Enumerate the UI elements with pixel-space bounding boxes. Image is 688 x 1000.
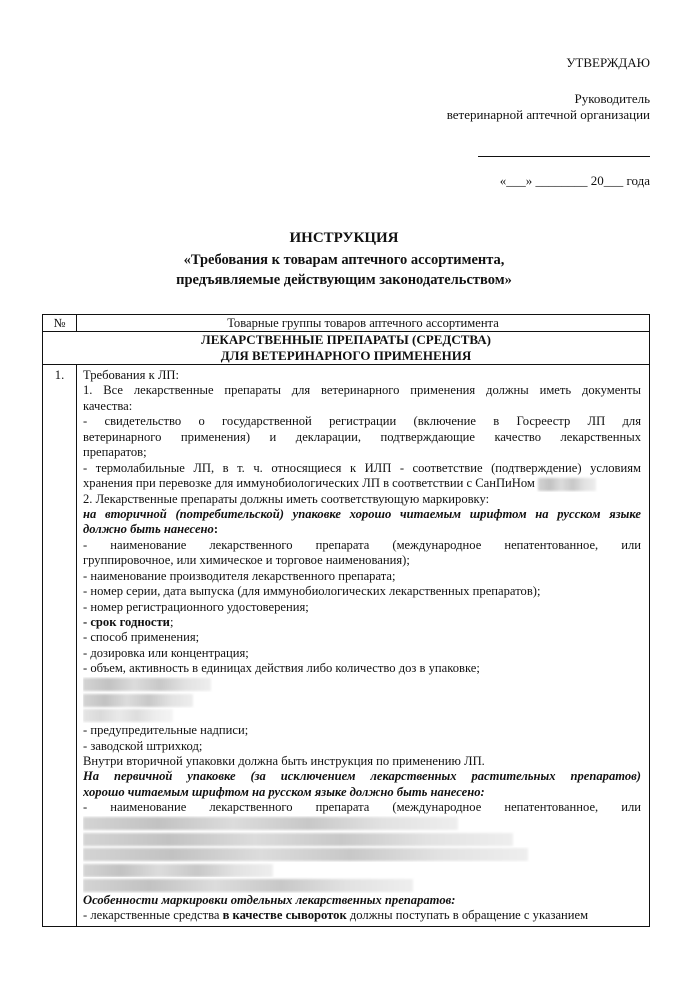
text-fragment: ; [169,615,174,629]
text-line: - номер регистрационного удостоверения; [83,599,309,614]
text-line [83,476,641,491]
text-fragment: должно быть нанесено [83,522,214,537]
text-line: качества: [83,398,133,413]
redacted-block [83,848,528,861]
text-line: - термолабильные ЛП, в т. ч. относящиеся к ИЛП - соответствие (подтверждение) условиям [83,460,641,475]
document-subtitle-2: предъявляемые действующим законодательством» [176,272,512,288]
group-header-line-2: ДЛЯ ВЕТЕРИНАРНОГО ПРИМЕНЕНИЯ [220,348,472,363]
redacted-block [83,817,458,830]
document-title: ИНСТРУКЦИЯ [289,230,399,246]
redacted-line [83,816,641,831]
redacted-block [83,678,211,691]
text-fragment: - лекарственные средства [83,908,223,923]
requirements-table [42,314,650,927]
text-line: Особенности маркировки отдельных лекарственных препаратов: [83,892,456,907]
redacted-block [83,864,273,877]
text-fragment: должны поступать в обращение с указанием [346,908,589,923]
redacted-block [83,694,193,707]
text-line [83,615,641,630]
table-header-row [43,315,650,332]
text-line: на вторичной (потребительской) упаковке хорошо читаемым шрифтом на русском языке [83,506,641,521]
text-fragment: в качестве сывороток [222,908,347,923]
text-line: ветеринарного применения) и декларации, подтверждающие качество лекарственных [83,429,641,444]
approver-org: ветеринарной аптечной организации [446,107,650,122]
text-line: На первичной упаковке (за исключением лекарственных растительных препаратов) [83,769,641,784]
text-line: препаратов; [83,445,147,460]
text-line: хорошо читаемым шрифтом на русском языке должно быть нанесено: [83,784,485,799]
text-line: 1. Все лекарственные препараты для ветеринарного применения должны иметь документы [83,383,641,398]
redacted-line [83,708,641,723]
redacted-line [83,862,641,877]
text-line: - предупредительные надписи; [83,723,249,738]
text-line: - наименование производителя лекарственного препарата; [83,568,396,583]
text-line: Требования к ЛП: [83,368,179,382]
row-content [77,365,650,927]
text-line: 2. Лекарственные препараты должны иметь соответствующую маркировку: [83,491,490,506]
text-line: - наименование лекарственного препарата (международное непатентованное, или [83,800,641,815]
group-header [43,332,650,365]
approval-stamp: УТВЕРЖДАЮ [566,55,650,70]
text-line: - свидетельство о государственной регистрации (включение в Госреестр ЛП для [83,414,641,429]
table-row [43,365,650,927]
col-num-header: № [43,315,77,332]
text-line [83,908,641,923]
text-line: - дозировка или концентрация; [83,645,249,660]
approver-role: Руководитель [574,91,650,106]
document-subtitle-1: «Требования к товарам аптечного ассортимента, [183,252,505,268]
redacted-line [83,847,641,862]
group-header-line-1: ЛЕКАРСТВЕННЫЕ ПРЕПАРАТЫ (СРЕДСТВА) [201,332,491,347]
text-line: - заводской штрихкод; [83,738,203,753]
text-line: группировочное, или химическое и торговое наименования); [83,553,410,568]
redacted-block [83,833,513,846]
redacted-block [538,478,596,491]
row-number: 1. [43,365,77,927]
text-fragment: - срок годности [83,615,170,629]
redacted-line [83,831,641,846]
redacted-line [83,677,641,692]
col-groups-header: Товарные группы товаров аптечного ассортимента [77,315,650,332]
text-line [83,522,641,537]
redacted-block [83,879,413,892]
redacted-block [83,709,173,722]
text-line: - объем, активность в единицах действия либо количество доз в упаковке; [83,661,480,676]
text-line: - наименование лекарственного препарата (международное непатентованное, или [83,537,641,552]
redacted-line [83,692,641,707]
redacted-line [83,877,641,892]
text-fragment: хранения при перевозке для иммунобиологических ЛП в соответствии с СанПиНом [83,476,535,491]
text-fragment: : [213,522,219,537]
text-line: Внутри вторичной упаковки должна быть инструкция по применению ЛП. [83,753,485,768]
text-line: - номер серии, дата выпуска (для иммунобиологических лекарственных препаратов); [83,584,541,599]
signature-line [478,156,650,157]
text-line: - способ применения; [83,630,200,645]
group-header-row [43,332,650,365]
approval-date: «___» ________ 20___ года [499,173,650,188]
